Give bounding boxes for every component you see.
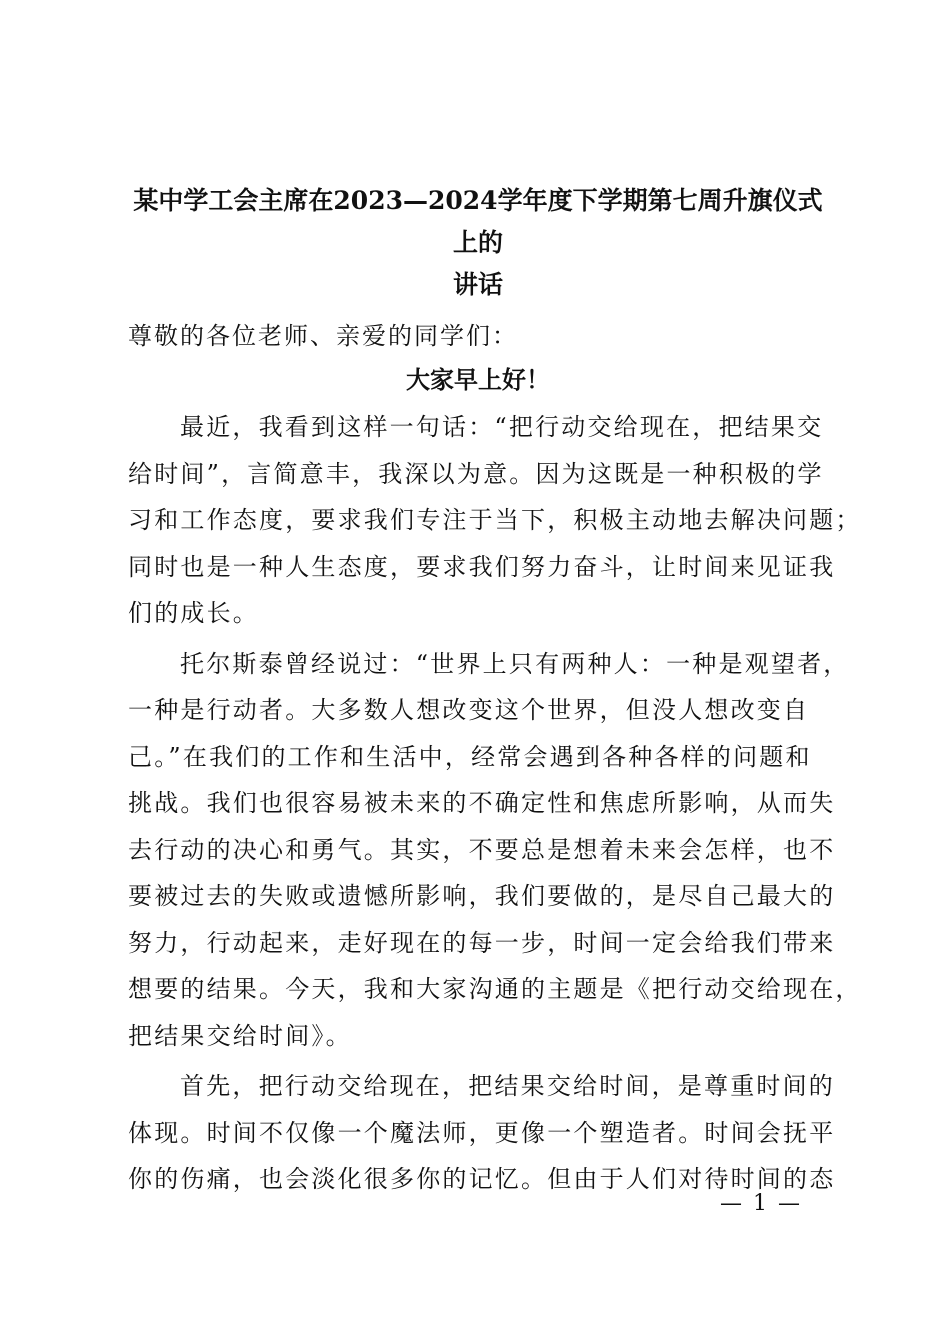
paragraph-line: 习和工作态度，要求我们专注于当下，积极主动地去解决问题； xyxy=(128,506,862,534)
paragraph-line: 们的成长。 xyxy=(128,599,259,627)
paragraph-line: 给时间”，言简意丰，我深以为意。因为这既是一种积极的学 xyxy=(128,459,824,488)
paragraph-line: 一种是行动者。大多数人想改变这个世界，但没人想改变自 xyxy=(128,696,810,724)
paragraph-line: 首先，把行动交给现在，把结果交给时间，是尊重时间的 xyxy=(180,1072,835,1100)
paragraph-line: 要被过去的失败或遗憾所影响，我们要做的，是尽自己最大的 xyxy=(128,882,836,910)
paragraph-line: 托尔斯泰曾经说过：“世界上只有两种人：一种是观望者， xyxy=(180,649,850,678)
paragraph-line: 体现。时间不仅像一个魔法师，更像一个塑造者。时间会抚平 xyxy=(128,1118,836,1147)
paragraph-2 xyxy=(128,641,862,1060)
paragraph-line: 努力，行动起来，走好现在的每一步，时间一定会给我们带来 xyxy=(128,928,836,957)
paragraph-line: 挑战。我们也很容易被未来的不确定性和焦虑所影响，从而失 xyxy=(128,789,836,817)
paragraph-line: 己。”在我们的工作和生活中，经常会遇到各种各样的问题和 xyxy=(128,742,812,771)
document-title xyxy=(128,180,828,306)
paragraph-line: 同时也是一种人生态度，要求我们努力奋斗，让时间来见证我 xyxy=(128,552,836,581)
paragraph-line: 去行动的决心和勇气。其实，不要总是想着未来会怎样，也不 xyxy=(128,835,836,864)
greeting: 大家早上好！ xyxy=(406,365,550,394)
paragraph-line: 把结果交给时间》。 xyxy=(128,1021,352,1050)
title-line-1: 某中学工会主席在2023—2024学年度下学期第七周升旗仪式上的 xyxy=(133,186,823,257)
title-line-2: 讲话 xyxy=(452,270,503,299)
paragraph-line: 最近，我看到这样一句话：“把行动交给现在，把结果交 xyxy=(180,413,824,441)
paragraph-line: 你的伤痛，也会淡化很多你的记忆。但由于人们对待时间的态 xyxy=(128,1165,836,1193)
paragraph-line: 想要的结果。今天，我和大家沟通的主题是《把行动交给现在， xyxy=(128,975,862,1003)
paragraph-1 xyxy=(128,404,862,637)
salutation: 尊敬的各位老师、亲爱的同学们： xyxy=(128,322,518,350)
document-body xyxy=(128,180,862,1203)
page-number: — 1 — xyxy=(720,1191,802,1216)
paragraph-3 xyxy=(128,1063,836,1203)
